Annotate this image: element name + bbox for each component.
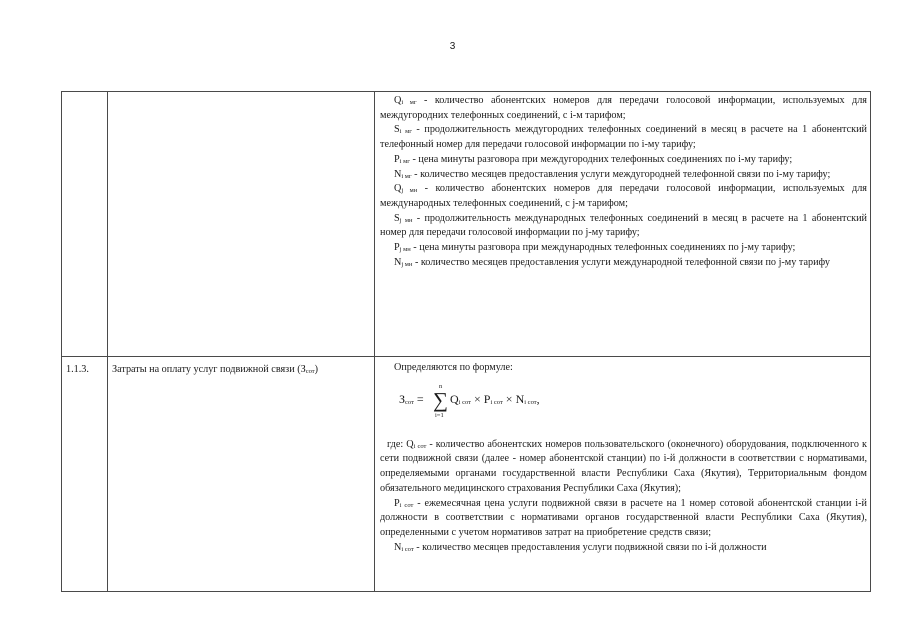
definition-line: $N_{i мг}$ - количество месяцев предоставления услуги междугородней телефонной связи по i-му тарифу; (394, 168, 831, 180)
sum-symbol: ∑ (433, 387, 448, 412)
definition-line: $N_{j мн}$ - количество месяцев предоставления услуги международной телефонной связи по j-му тарифу (394, 256, 830, 268)
row-number-cell (62, 357, 108, 592)
definition-line: $N_{i сот}$ - количество месяцев предоставления услуги подвижной связи по i-й должности (394, 541, 767, 553)
formula-rhs: $Q_{i сот} \times P_{i сот} \times N_{i сот}$, (450, 391, 540, 406)
definition-line: $P_{i мг}$ - цена минуты разговора при междугородних телефонных соединениях по i-му тарифу; (394, 153, 793, 165)
definition-line: $P_{i сот}$ - ежемесячная цена услуги подвижной связи в расчете на 1 номер сотовой абонентской станции i-й должности в соответствии с нормативами органов государственной власти Республики Саха (Якутия), определенными с учетом нормативов затрат на приобретение средств связи; (380, 497, 867, 538)
definition-line: где: $Q_{i сот}$ - количество абонентских номеров пользовательского (оконечного) оборудования, подключенного к сети подвижной связи (далее - номер абонентской станции) по i-й должности в соответствии с нормативами, определяемыми органами государственной власти Республики Саха (Якутия), Территориальным фондом обязательного медицинского страхования Республики Саха (Якутия); (380, 438, 867, 494)
definition-line: $P_{j мн}$ - цена минуты разговора при международных телефонных соединениях по j-му тарифу; (394, 242, 796, 254)
formula-intro: Определяются по формуле: (394, 362, 513, 373)
definition-line: $S_{i мг}$ - продолжительность междугородних телефонных соединений в месяц в расчете на 1 абонентский телефонный номер для передачи голосовой информации по i-му тарифу; (380, 124, 867, 151)
formula-lhs: $З_{сот}$ = (399, 391, 424, 406)
page-number: 3 (449, 41, 456, 52)
definition-line: $Q_{i мг}$ - количество абонентских номеров для передачи голосовой информации, используемых для междугородних телефонных соединений, с i-м тарифом; (380, 95, 867, 121)
definition-line: $Q_{j мн}$ - количество абонентских номеров для передачи голосовой информации, используемых для международных телефонных соединений, с j-м тарифом; (380, 183, 867, 209)
table-row (62, 92, 871, 357)
sum-lower-limit: i=1 (435, 411, 444, 419)
row-description-cell (375, 92, 871, 357)
row-description-cell (375, 357, 871, 592)
row-number-cell (62, 92, 108, 357)
row-title-cell (108, 357, 375, 592)
row-title-cell (108, 92, 375, 357)
item-title: Затраты на оплату услуг подвижной связи $(З_{сот})$ (112, 364, 318, 375)
item-number: 1.1.3. (66, 364, 89, 375)
formula (380, 376, 867, 438)
cost-table (61, 91, 871, 592)
sum-upper-limit: n (439, 382, 443, 390)
definition-line: $S_{j мн}$ - продолжительность международных телефонных соединений в месяц в расчете на 1 абонентский номер для передачи голосовой информации по j-му тарифу; (380, 212, 867, 239)
table-row (62, 357, 871, 592)
